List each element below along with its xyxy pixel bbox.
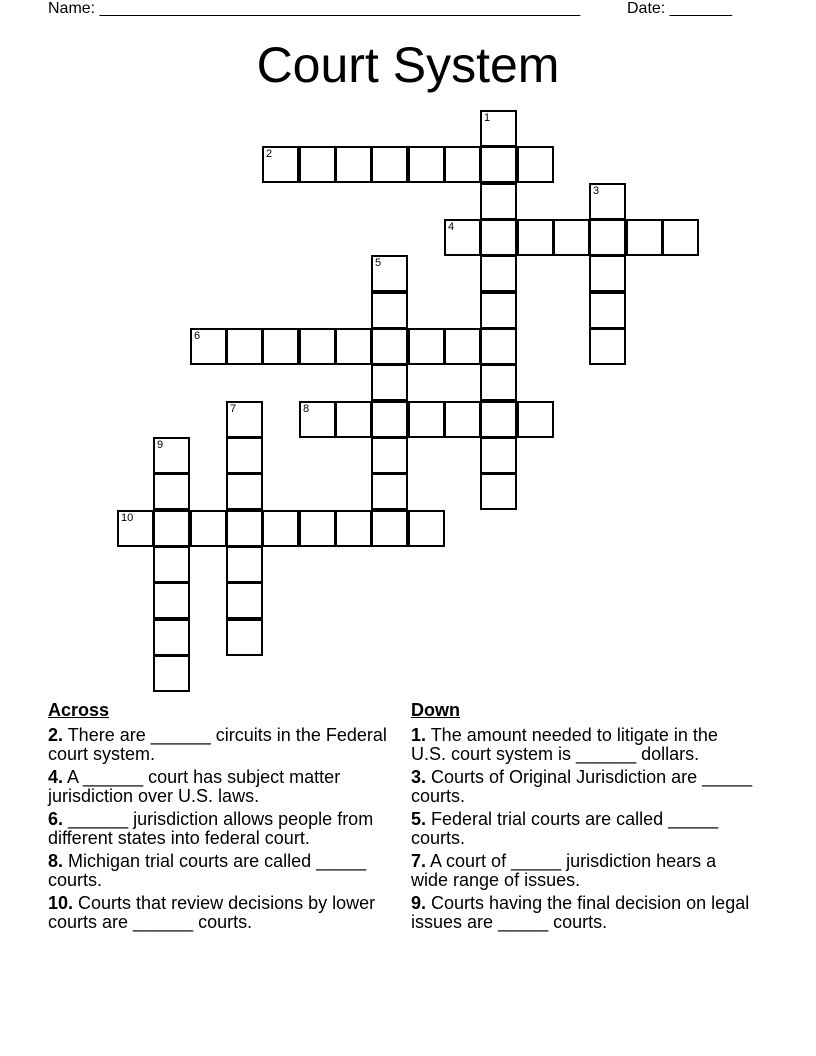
clue-text: There are ______ circuits in the Federal court system. (48, 725, 387, 764)
crossword-cell[interactable] (480, 219, 517, 256)
crossword-cell[interactable] (480, 183, 517, 220)
crossword-cell[interactable] (553, 219, 590, 256)
crossword-cell[interactable] (589, 292, 626, 329)
crossword-cell[interactable] (589, 183, 626, 220)
clue-text: A court of _____ jurisdiction hears a wide range of issues. (411, 851, 717, 890)
crossword-cell[interactable] (335, 328, 372, 365)
crossword-cell[interactable] (444, 401, 481, 438)
clue-number: 3. (411, 767, 427, 787)
clue-number: 10. (48, 893, 74, 913)
crossword-cell[interactable] (480, 255, 517, 292)
down-clue (411, 852, 756, 890)
crossword-cell[interactable] (226, 582, 263, 619)
clue-number: 1. (411, 725, 427, 745)
crossword-cell[interactable] (262, 146, 299, 183)
crossword-cell[interactable] (153, 619, 190, 656)
clue-text: The amount needed to litigate in the U.S. court system is ______ dollars. (411, 725, 718, 764)
crossword-cell[interactable] (226, 546, 263, 583)
clue-number: 6. (48, 809, 64, 829)
clue-number: 8. (48, 851, 64, 871)
clue-number: 4. (48, 767, 64, 787)
crossword-cell[interactable] (589, 255, 626, 292)
page-title: Court System (256, 37, 560, 93)
across-clue (48, 894, 398, 932)
crossword-cell[interactable] (262, 328, 299, 365)
crossword-cell[interactable] (335, 146, 372, 183)
across-clues (48, 701, 398, 936)
crossword-cell[interactable] (226, 510, 263, 547)
crossword-cell[interactable] (226, 328, 263, 365)
down-heading: Down (411, 700, 460, 720)
clue-number: 9. (411, 893, 427, 913)
clue-text: ______ jurisdiction allows people from different states into federal court. (48, 809, 374, 848)
clue-number: 7. (411, 851, 427, 871)
crossword-cell[interactable] (480, 401, 517, 438)
crossword-cell[interactable] (299, 401, 336, 438)
crossword-cell[interactable] (153, 473, 190, 510)
crossword-cell[interactable] (153, 510, 190, 547)
clue-text: Federal trial courts are called _____ courts. (411, 809, 719, 848)
crossword-cell[interactable] (371, 328, 408, 365)
crossword-cell[interactable] (153, 655, 190, 692)
crossword-cell[interactable] (371, 473, 408, 510)
across-clue (48, 768, 398, 806)
crossword-cell[interactable] (517, 146, 554, 183)
crossword-cell[interactable] (262, 510, 299, 547)
cell-number: 1 (484, 112, 491, 124)
down-clue (411, 768, 756, 806)
crossword-cell[interactable] (444, 146, 481, 183)
clue-number: 2. (48, 725, 64, 745)
crossword-cell[interactable] (480, 437, 517, 474)
cell-number: 9 (157, 439, 164, 451)
cell-number: 2 (266, 148, 273, 160)
clue-text: Courts of Original Jurisdiction are _____ courts. (411, 767, 753, 806)
down-clues (411, 701, 756, 936)
crossword-cell[interactable] (371, 292, 408, 329)
across-clue (48, 810, 398, 848)
clue-text: Michigan trial courts are called _____ courts. (48, 851, 367, 890)
crossword-cell[interactable] (190, 510, 227, 547)
crossword-cell[interactable] (480, 473, 517, 510)
crossword-cell[interactable] (371, 437, 408, 474)
crossword-cell[interactable] (589, 328, 626, 365)
clue-text: Courts having the final decision on legal issues are _____ courts. (411, 893, 750, 932)
crossword-cell[interactable] (444, 219, 481, 256)
crossword-cell[interactable] (153, 546, 190, 583)
down-clue (411, 894, 756, 932)
crossword-cell[interactable] (480, 110, 517, 147)
crossword-cell[interactable] (480, 328, 517, 365)
crossword-cell[interactable] (371, 146, 408, 183)
crossword-cell[interactable] (480, 146, 517, 183)
date-field-label: Date: _______ (627, 0, 732, 17)
crossword-cell[interactable] (371, 510, 408, 547)
crossword-cell[interactable] (408, 510, 445, 547)
crossword-cell[interactable] (517, 401, 554, 438)
crossword-cell[interactable] (480, 364, 517, 401)
crossword-cell[interactable] (444, 328, 481, 365)
crossword-cell[interactable] (117, 510, 154, 547)
down-clue (411, 810, 756, 848)
crossword-cell[interactable] (662, 219, 699, 256)
cell-number: 5 (375, 257, 382, 269)
down-clue (411, 726, 756, 764)
crossword-cell[interactable] (408, 401, 445, 438)
crossword-cell[interactable] (626, 219, 663, 256)
crossword-cell[interactable] (517, 219, 554, 256)
clue-text: Courts that review decisions by lower courts are ______ courts. (48, 893, 376, 932)
cell-number: 8 (303, 403, 310, 415)
crossword-cell[interactable] (190, 328, 227, 365)
crossword-cell[interactable] (299, 328, 336, 365)
crossword-cell[interactable] (299, 510, 336, 547)
across-heading: Across (48, 700, 110, 720)
crossword-cell[interactable] (299, 146, 336, 183)
cell-number: 6 (194, 330, 201, 342)
crossword-cell[interactable] (408, 328, 445, 365)
crossword-cell[interactable] (371, 401, 408, 438)
crossword-cell[interactable] (371, 364, 408, 401)
crossword-cell[interactable] (226, 619, 263, 656)
crossword-cell[interactable] (589, 219, 626, 256)
clue-number: 5. (411, 809, 427, 829)
across-clue (48, 726, 398, 764)
crossword-cell[interactable] (153, 437, 190, 474)
cell-number: 7 (230, 403, 237, 415)
crossword-cell[interactable] (335, 510, 372, 547)
across-clue (48, 852, 398, 890)
cell-number: 10 (121, 512, 134, 524)
crossword-cell[interactable] (371, 255, 408, 292)
crossword-cell[interactable] (335, 401, 372, 438)
clue-text: A ______ court has subject matter jurisdiction over U.S. laws. (48, 767, 341, 806)
crossword-cell[interactable] (153, 582, 190, 619)
cell-number: 4 (448, 221, 455, 233)
crossword-cell[interactable] (480, 292, 517, 329)
crossword-cell[interactable] (226, 437, 263, 474)
crossword-cell[interactable] (226, 401, 263, 438)
crossword-cell[interactable] (226, 473, 263, 510)
name-field-label: Name: ______________________________________________________ (48, 0, 581, 17)
crossword-cell[interactable] (408, 146, 445, 183)
cell-number: 3 (593, 185, 600, 197)
